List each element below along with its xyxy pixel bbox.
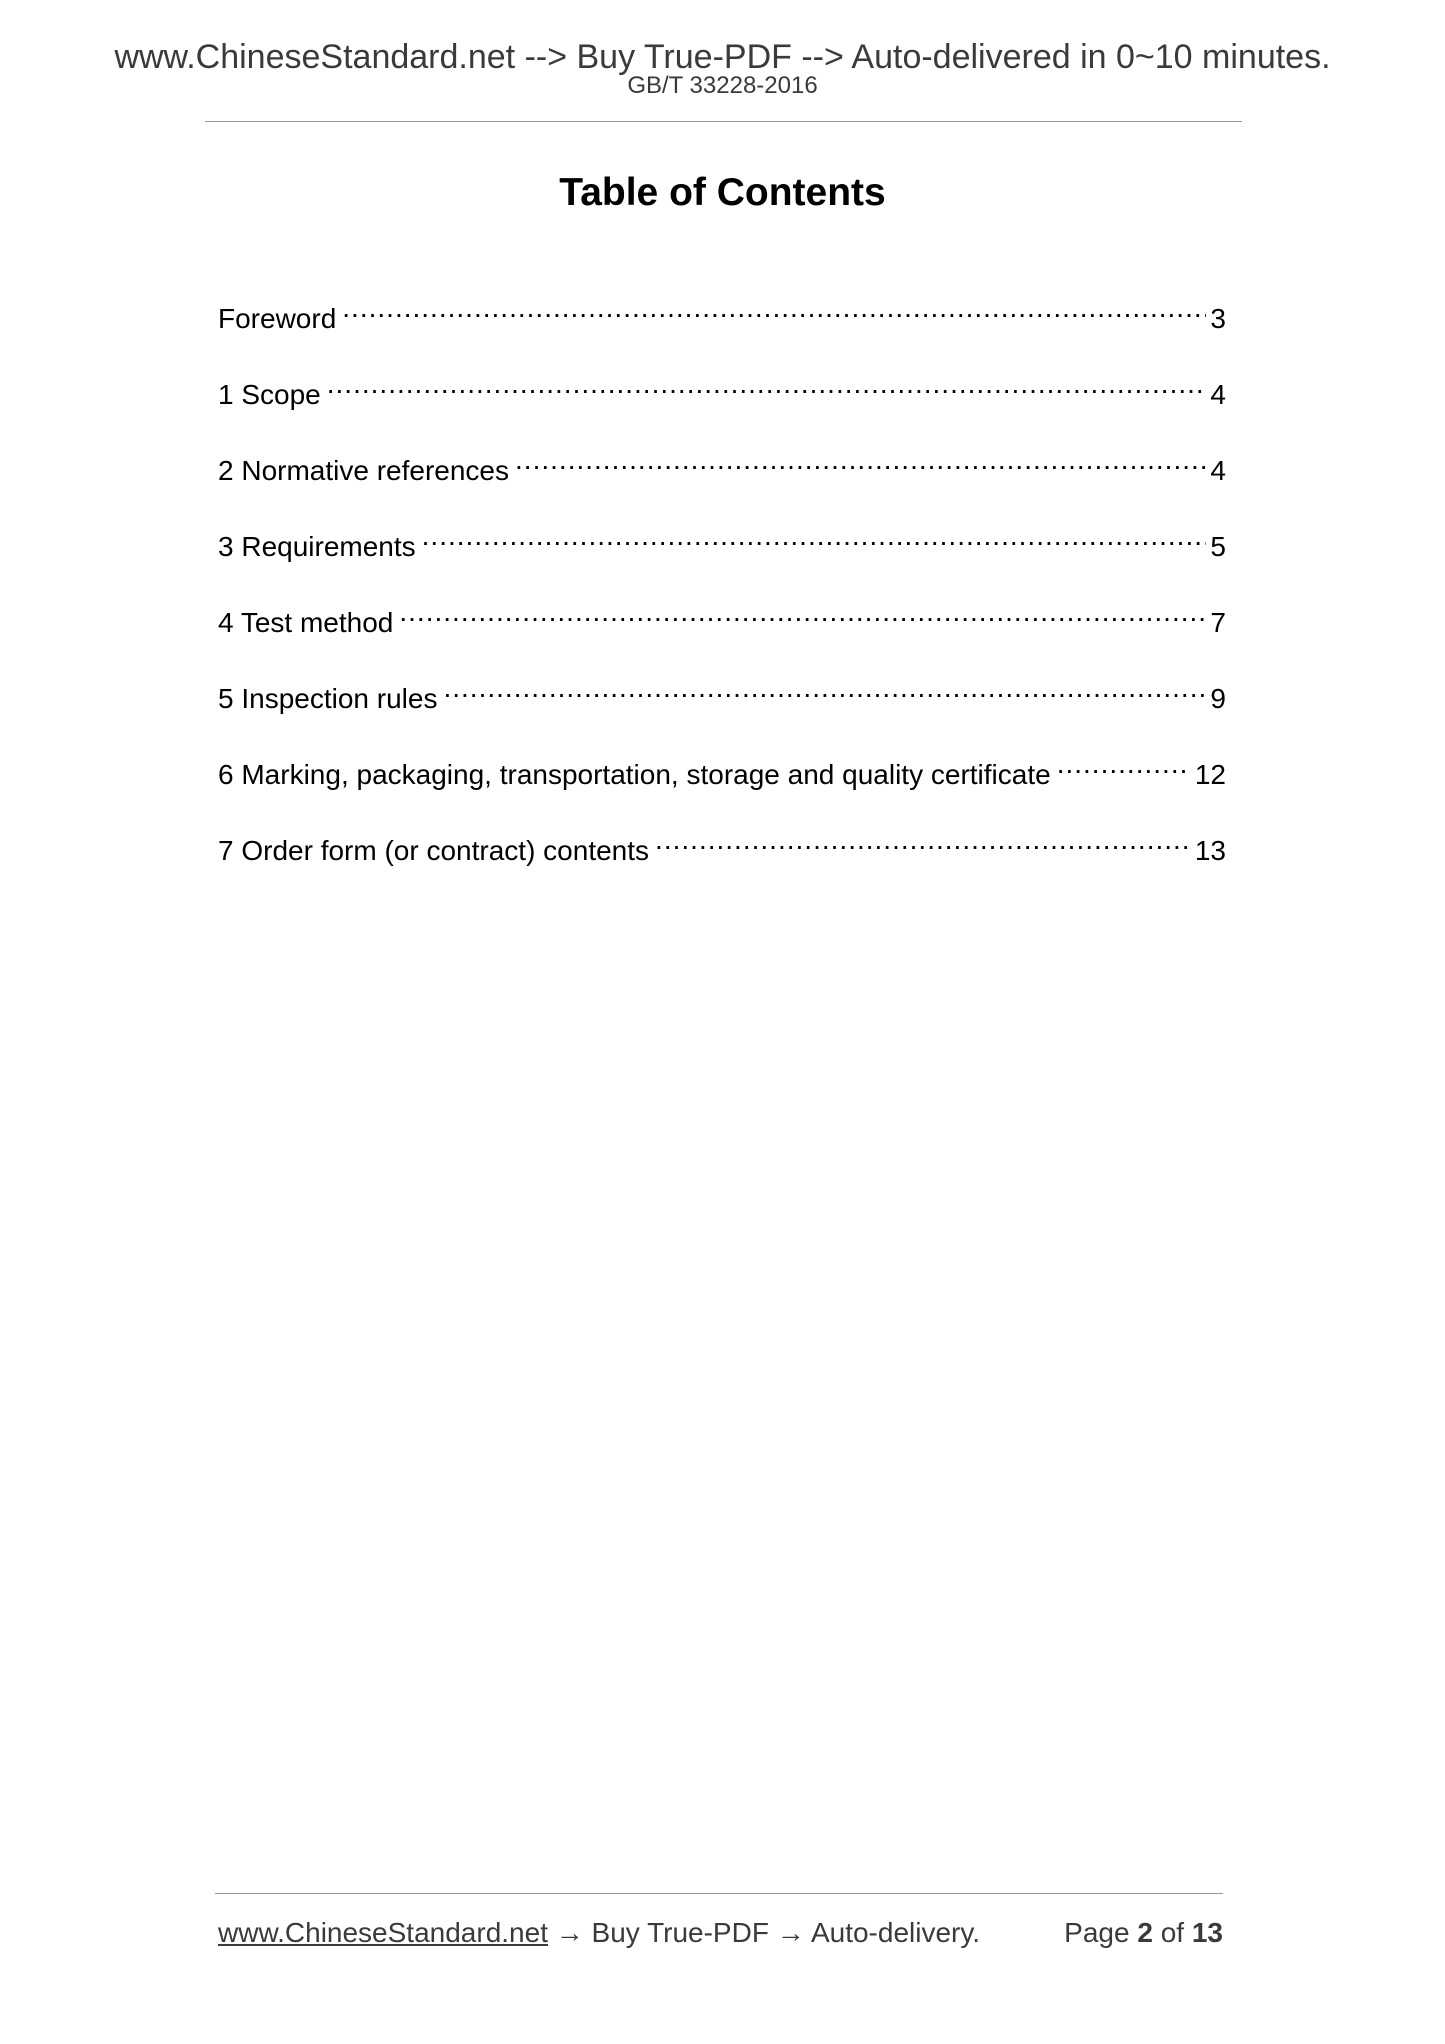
toc-entry-inspection-rules[interactable] xyxy=(218,668,1226,744)
top-banner: www.ChineseStandard.net --> Buy True-PDF --> Auto-delivered in 0~10 minutes. xyxy=(114,38,1331,76)
page-word: Page xyxy=(1064,1917,1130,1948)
toc-entry-page: 7 xyxy=(1210,607,1226,638)
footer-divider xyxy=(215,1893,1223,1894)
dot-leader xyxy=(443,668,1206,708)
toc-list xyxy=(218,288,1226,896)
current-page-number: 2 xyxy=(1137,1917,1153,1948)
toc-entry-scope[interactable] xyxy=(218,364,1226,440)
dot-leader xyxy=(655,820,1191,860)
arrow-right-icon: → xyxy=(555,1917,584,1948)
dot-leader xyxy=(399,592,1206,632)
toc-entry-normative-references[interactable] xyxy=(218,440,1226,516)
dot-leader xyxy=(327,364,1207,404)
header-divider xyxy=(205,121,1242,122)
document-code: GB/T 33228-2016 xyxy=(627,72,818,99)
toc-entry-page: 13 xyxy=(1194,835,1226,866)
toc-entry-label: 4 Test method xyxy=(218,607,394,638)
toc-entry-page: 9 xyxy=(1210,683,1226,714)
footer-site-link[interactable]: www.ChineseStandard.net xyxy=(218,1917,548,1948)
footer-delivery-text: Auto-delivery. xyxy=(810,1917,981,1948)
footer-buy-text: Buy True-PDF xyxy=(591,1917,769,1948)
page-footer xyxy=(218,1913,1223,1953)
toc-entry-label: Foreword xyxy=(218,303,337,334)
toc-entry-label: 6 Marking, packaging, transportation, storage and quality certificate xyxy=(218,759,1051,790)
of-word: of xyxy=(1160,1917,1185,1948)
toc-entry-label: 2 Normative references xyxy=(218,455,510,486)
toc-entry-label: 5 Inspection rules xyxy=(218,683,438,714)
toc-entry-requirements[interactable] xyxy=(218,516,1226,592)
total-pages-number: 13 xyxy=(1191,1917,1223,1948)
toc-entry-foreword[interactable] xyxy=(218,288,1226,364)
footer-promo xyxy=(218,1913,980,1953)
toc-entry-page: 5 xyxy=(1210,531,1226,562)
dot-leader xyxy=(1057,744,1191,784)
toc-title: Table of Contents xyxy=(559,171,886,214)
dot-leader xyxy=(422,516,1207,556)
toc-entry-label: 1 Scope xyxy=(218,379,321,410)
page-indicator xyxy=(1064,1913,1223,1953)
dot-leader xyxy=(515,440,1206,480)
arrow-right-icon: → xyxy=(776,1917,805,1948)
toc-entry-page: 12 xyxy=(1194,759,1226,790)
toc-entry-page: 4 xyxy=(1210,455,1226,486)
dot-leader xyxy=(342,288,1206,328)
toc-entry-label: 3 Requirements xyxy=(218,531,416,562)
toc-entry-page: 4 xyxy=(1210,379,1226,410)
toc-entry-label: 7 Order form (or contract) contents xyxy=(218,835,650,866)
toc-entry-page: 3 xyxy=(1210,303,1226,334)
toc-entry-order-form[interactable] xyxy=(218,820,1226,896)
toc-entry-test-method[interactable] xyxy=(218,592,1226,668)
toc-entry-marking-packaging[interactable] xyxy=(218,744,1226,820)
